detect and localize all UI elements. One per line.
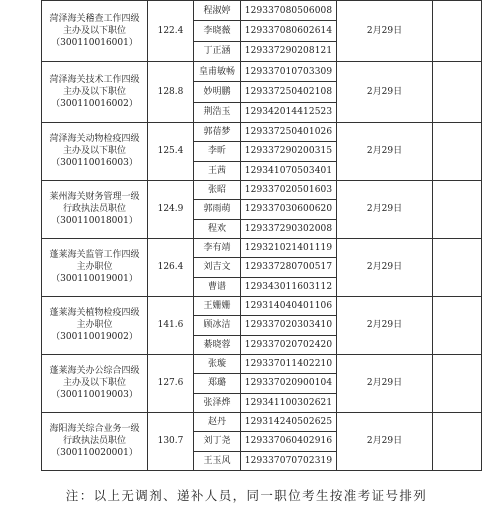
ticket-number: 129337290302008 xyxy=(241,219,337,238)
ticket-number: 129337080602614 xyxy=(241,21,337,41)
candidate-name: 赵丹 xyxy=(194,412,241,431)
position-line: （300110018001） xyxy=(51,216,138,227)
ticket-number: 129337290200315 xyxy=(241,142,337,161)
remarks-cell xyxy=(433,180,482,238)
interview-date: 2月29日 xyxy=(337,412,433,470)
position-line: 蓬莱海关监管工作四级 xyxy=(49,250,140,261)
ticket-number: 129337010703309 xyxy=(241,61,337,81)
ticket-number: 129337290208121 xyxy=(241,41,337,61)
ticket-number: 129337060402916 xyxy=(241,432,337,451)
candidate-name: 郭雨萌 xyxy=(194,200,241,219)
ticket-number: 129337020702420 xyxy=(241,335,337,354)
table-row xyxy=(42,354,482,373)
position-cell xyxy=(42,122,148,180)
position-line: 莱州海关财务管理一级 xyxy=(49,192,140,203)
candidate-name: 刘丁尧 xyxy=(194,432,241,451)
min-score-cell: 125.4 xyxy=(148,122,194,180)
candidate-name: 刘吉文 xyxy=(194,258,241,277)
candidate-name: 荆浩玉 xyxy=(194,102,241,122)
remarks-cell xyxy=(433,412,482,470)
ticket-number: 129337080506008 xyxy=(241,1,337,21)
position-line: 主办及以下职位 xyxy=(62,378,126,389)
candidate-name: 顾冰洁 xyxy=(194,316,241,335)
position-line: 主办职位 xyxy=(76,262,113,273)
ticket-number: 129337070702319 xyxy=(241,451,337,470)
position-line: （300110016001） xyxy=(51,37,138,48)
ticket-number: 129337030600620 xyxy=(241,200,337,219)
candidate-name: 李有靖 xyxy=(194,238,241,257)
interview-table xyxy=(41,0,482,471)
position-line: 主办及以下职位 xyxy=(62,146,126,157)
position-line: （300110020001） xyxy=(51,448,138,459)
ticket-number: 129343011603112 xyxy=(241,277,337,296)
ticket-number: 129337020900104 xyxy=(241,374,337,393)
table-row xyxy=(42,61,482,81)
candidate-name: 张璇 xyxy=(194,354,241,373)
position-line: 主办及以下职位 xyxy=(62,86,126,97)
candidate-name: 李晓薇 xyxy=(194,21,241,41)
remarks-cell xyxy=(433,238,482,296)
table-row xyxy=(42,296,482,315)
position-line: （300110016003） xyxy=(51,158,138,169)
candidate-name: 丁正涵 xyxy=(194,41,241,61)
table-row xyxy=(42,122,482,141)
ticket-number: 129341100302621 xyxy=(241,393,337,412)
candidate-name: 王茜 xyxy=(194,161,241,180)
candidate-name: 郭蓓梦 xyxy=(194,122,241,141)
interview-date: 2月29日 xyxy=(337,180,433,238)
ticket-number: 129314240502625 xyxy=(241,412,337,431)
remarks-cell xyxy=(433,122,482,180)
candidate-name: 王姗姗 xyxy=(194,296,241,315)
ticket-number: 129314040401106 xyxy=(241,296,337,315)
remarks-cell xyxy=(433,1,482,62)
position-line: 菏泽海关技术工作四级 xyxy=(49,74,140,85)
position-line: 菏泽海关动物检疫四级 xyxy=(49,134,140,145)
interview-date: 2月29日 xyxy=(337,1,433,62)
candidate-name: 程淑婷 xyxy=(194,1,241,21)
footnote: 注：以上无调剂、递补人员，同一职位考生按准考证号排列 xyxy=(65,488,428,503)
remarks-cell xyxy=(433,61,482,122)
min-score-cell: 141.6 xyxy=(148,296,194,354)
position-line: （300110019002） xyxy=(51,332,138,343)
ticket-number: 129342014412523 xyxy=(241,102,337,122)
ticket-number: 129321021401119 xyxy=(241,238,337,257)
table-row xyxy=(42,412,482,431)
position-cell xyxy=(42,180,148,238)
candidate-name: 郑璐 xyxy=(194,374,241,393)
candidate-name: 王玉风 xyxy=(194,451,241,470)
position-line: 菏泽海关稽查工作四级 xyxy=(49,13,140,24)
position-line: 行政执法员职位 xyxy=(62,204,126,215)
table-row xyxy=(42,180,482,199)
position-line: 行政执法员职位 xyxy=(62,436,126,447)
interview-date: 2月29日 xyxy=(337,296,433,354)
position-cell xyxy=(42,61,148,122)
candidate-name: 綦晓蓉 xyxy=(194,335,241,354)
position-cell xyxy=(42,296,148,354)
candidate-name: 皇甫敏畅 xyxy=(194,61,241,81)
candidate-name: 张泽烨 xyxy=(194,393,241,412)
ticket-number: 129337250402108 xyxy=(241,82,337,102)
position-line: 海阳海关综合业务一级 xyxy=(49,424,140,435)
remarks-cell xyxy=(433,296,482,354)
position-line: （300110019003） xyxy=(51,390,138,401)
table-body xyxy=(42,1,482,471)
position-cell xyxy=(42,412,148,470)
min-score-cell: 122.4 xyxy=(148,1,194,62)
position-cell xyxy=(42,1,148,62)
min-score-cell: 130.7 xyxy=(148,412,194,470)
ticket-number: 129337280700517 xyxy=(241,258,337,277)
candidate-name: 妙明鹏 xyxy=(194,82,241,102)
interview-date: 2月29日 xyxy=(337,354,433,412)
candidate-name: 曹谱 xyxy=(194,277,241,296)
ticket-number: 129341070503401 xyxy=(241,161,337,180)
ticket-number: 129337250401026 xyxy=(241,122,337,141)
position-line: 主办及以下职位 xyxy=(62,25,126,36)
position-cell xyxy=(42,238,148,296)
min-score-cell: 126.4 xyxy=(148,238,194,296)
position-line: 主办职位 xyxy=(76,320,113,331)
interview-date: 2月29日 xyxy=(337,122,433,180)
position-line: （300110019001） xyxy=(51,274,138,285)
interview-date: 2月29日 xyxy=(337,61,433,122)
min-score-cell: 128.8 xyxy=(148,61,194,122)
position-cell xyxy=(42,354,148,412)
min-score-cell: 127.6 xyxy=(148,354,194,412)
table-row xyxy=(42,1,482,21)
ticket-number: 129337020303410 xyxy=(241,316,337,335)
table-row xyxy=(42,238,482,257)
interview-date: 2月29日 xyxy=(337,238,433,296)
candidate-name: 李昕 xyxy=(194,142,241,161)
position-line: （300110016002） xyxy=(51,98,138,109)
ticket-number: 129337020501603 xyxy=(241,180,337,199)
position-line: 蓬莱海关植物检疫四级 xyxy=(49,308,140,319)
min-score-cell: 124.9 xyxy=(148,180,194,238)
candidate-name: 张昭 xyxy=(194,180,241,199)
remarks-cell xyxy=(433,354,482,412)
position-line: 蓬莱海关办公综合四级 xyxy=(49,366,140,377)
ticket-number: 129337011402210 xyxy=(241,354,337,373)
candidate-name: 程欢 xyxy=(194,219,241,238)
